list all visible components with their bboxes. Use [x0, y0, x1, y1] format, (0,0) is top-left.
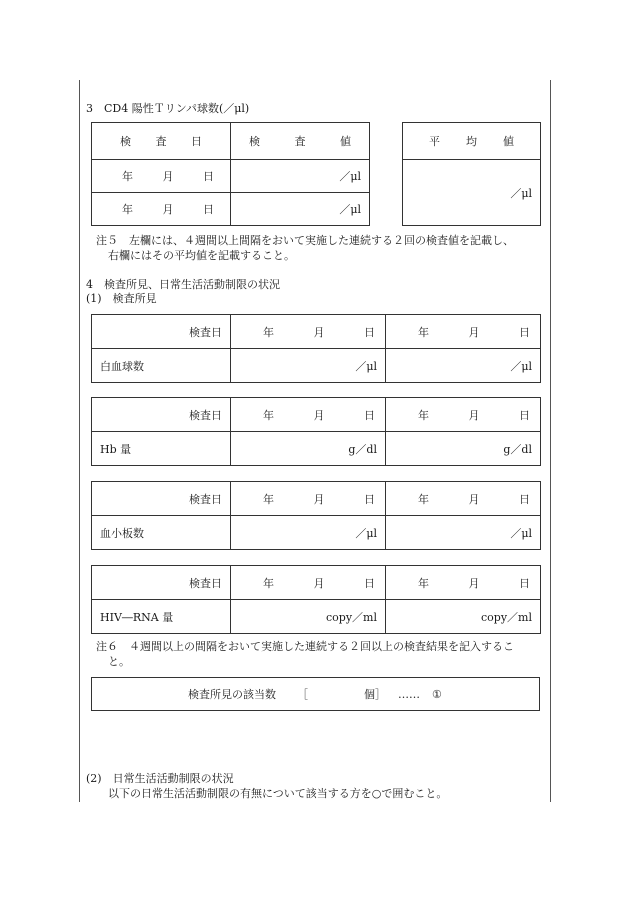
exam-value-cell[interactable]: ／μl — [231, 160, 370, 193]
header-average: 平 均 値 — [403, 123, 541, 160]
hiv-rna-table — [91, 565, 541, 634]
platelet-label: 血小板数 — [92, 516, 231, 550]
exam-date-label: 検査日 — [92, 398, 231, 432]
summary-open-bracket: ［ — [297, 688, 308, 701]
value-cell[interactable]: copy／ml — [386, 600, 541, 634]
subsection-2-title: (2) 日常生活活動制限の状況 — [86, 772, 234, 785]
date-cell[interactable]: 年 月 日 — [386, 482, 541, 516]
section-4-title: 4 検査所見、日常生活活動制限の状況 — [86, 278, 280, 291]
right-border-line — [550, 80, 551, 802]
hb-table — [91, 397, 541, 466]
summary-count-input[interactable] — [312, 688, 362, 702]
date-cell[interactable]: 年 月 日 — [231, 398, 386, 432]
average-value-cell[interactable]: ／μl — [403, 160, 541, 226]
header-exam-date: 検 査 日 — [92, 123, 231, 160]
note-5-line2: 右欄にはその平均値を記載すること。 — [108, 249, 295, 262]
table-row — [92, 193, 370, 226]
date-cell[interactable]: 年 月 日 — [231, 315, 386, 349]
note-6-line1: 注６ ４週間以上の間隔をおいて実施した連続する２回以上の検査結果を記入するこ — [96, 640, 514, 653]
summary-label: 検査所見の該当数 — [188, 688, 276, 701]
summary-dots: …… — [398, 688, 420, 701]
note-6-line2: と。 — [108, 655, 130, 668]
exam-value-cell[interactable]: ／μl — [231, 193, 370, 226]
cd4-table — [91, 122, 370, 226]
exam-date-label: 検査日 — [92, 566, 231, 600]
value-cell[interactable]: g／dl — [386, 432, 541, 466]
date-cell[interactable]: 年 月 日 — [386, 315, 541, 349]
hiv-rna-label: HIV―RNA 量 — [92, 600, 231, 634]
section-3-title: 3 CD4 陽性Ｔリンパ球数(／μl) — [86, 102, 250, 115]
wbc-table — [91, 314, 541, 383]
hb-label: Hb 量 — [92, 432, 231, 466]
value-cell[interactable]: ／μl — [231, 516, 386, 550]
date-cell[interactable]: 年 月 日 — [231, 482, 386, 516]
value-cell[interactable]: g／dl — [231, 432, 386, 466]
subsection-2-description: 以下の日常生活活動制限の有無について該当する方を○で囲むこと。 — [108, 787, 448, 800]
date-cell[interactable]: 年 月 日 — [386, 398, 541, 432]
date-cell[interactable]: 年 月 日 — [231, 566, 386, 600]
summary-unit: 個］ — [364, 688, 386, 701]
platelet-table — [91, 481, 541, 550]
value-cell[interactable]: ／μl — [386, 516, 541, 550]
summary-box — [91, 677, 540, 711]
average-table — [402, 122, 541, 226]
exam-date-label: 検査日 — [92, 315, 231, 349]
value-cell[interactable]: copy／ml — [231, 600, 386, 634]
wbc-label: 白血球数 — [92, 349, 231, 383]
value-cell[interactable]: ／μl — [386, 349, 541, 383]
note-5-line1: 注５ 左欄には、４週間以上間隔をおいて実施した連続する２回の検査値を記載し、 — [96, 234, 514, 247]
table-row — [92, 160, 370, 193]
left-border-line — [79, 80, 80, 802]
subsection-1-title: (1) 検査所見 — [86, 292, 157, 305]
exam-date-label: 検査日 — [92, 482, 231, 516]
summary-mark: ① — [432, 688, 442, 701]
exam-date-cell[interactable]: 年 月 日 — [92, 193, 231, 226]
value-cell[interactable]: ／μl — [231, 349, 386, 383]
header-exam-value: 検 査 値 — [231, 123, 370, 160]
exam-date-cell[interactable]: 年 月 日 — [92, 160, 231, 193]
date-cell[interactable]: 年 月 日 — [386, 566, 541, 600]
